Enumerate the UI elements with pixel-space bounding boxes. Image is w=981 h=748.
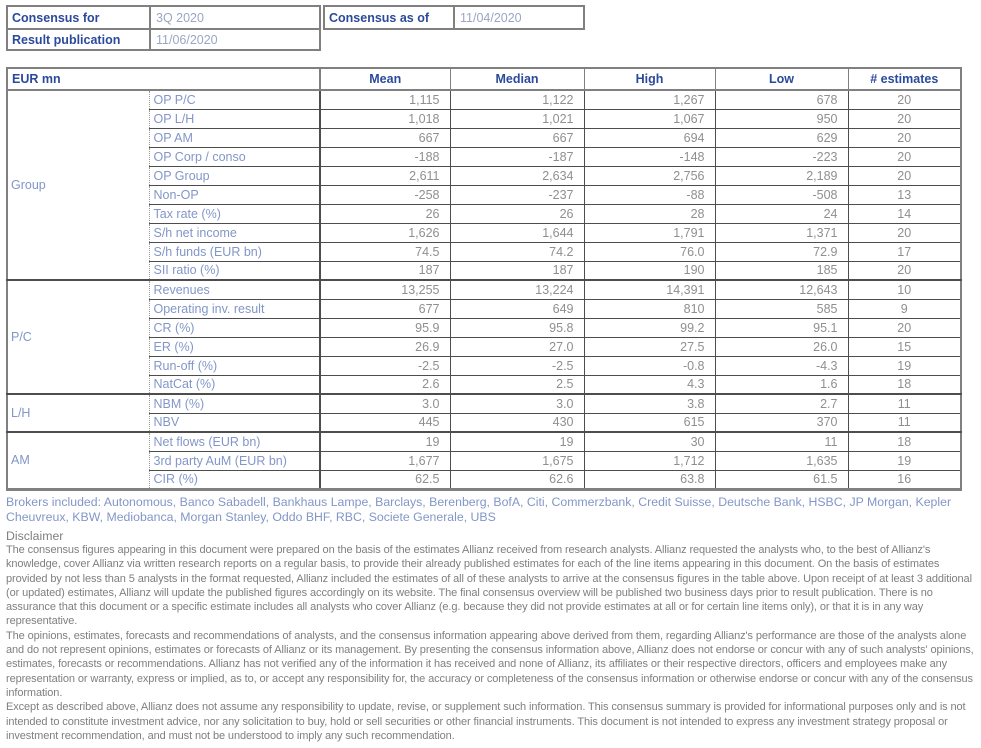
cell-high: 694 [584, 128, 715, 147]
cell-low: 11 [715, 432, 848, 451]
row-label: OP Group [149, 166, 320, 185]
cell-estimates: 20 [848, 223, 961, 242]
row-label: OP L/H [149, 109, 320, 128]
disclaimer-paragraph: The consensus figures appearing in this document were prepared on the basis of the estimates Allianz received from research analysts. Allianz requested the analysts who, to the best of Allianz's knowledge, cover Allianz via written research reports on a regular basis, to provide their already published estimates for each of the line items appearing in this document. On the basis of estimates provided by not less than 5 analysts in the format requested, Allianz included the estimates of all of these analysts to arrive at the consensus figures in the table above. Upon receipt of at least 3 additional (or updated) estimates, Allianz will update the published figures accordingly on its website. The final consensus overview will be published two business days prior to result publication. There is no assurance that this document or a specific estimate includes all analysts who cover Allianz (e.g. because they did not provide estimates at all or for certain line items only), or that it is in any way representative. [6, 543, 972, 628]
table-row [7, 356, 961, 375]
row-label: NBM (%) [149, 394, 320, 413]
consensus-for-row [8, 7, 319, 28]
cell-high: 615 [584, 413, 715, 432]
cell-high: 2,756 [584, 166, 715, 185]
row-label: OP Corp / conso [149, 147, 320, 166]
section-label-p-c: P/C [7, 280, 149, 394]
cell-estimates: 20 [848, 166, 961, 185]
cell-estimates: 20 [848, 147, 961, 166]
cell-median: 19 [450, 432, 584, 451]
column-header-estimates: # estimates [848, 68, 961, 90]
table-row [7, 223, 961, 242]
cell-low: 72.9 [715, 242, 848, 261]
cell-estimates: 19 [848, 356, 961, 375]
row-label: NBV [149, 413, 320, 432]
cell-median: 3.0 [450, 394, 584, 413]
row-label: Run-off (%) [149, 356, 320, 375]
table-row [7, 166, 961, 185]
cell-estimates: 18 [848, 375, 961, 394]
cell-median: 430 [450, 413, 584, 432]
cell-low: 585 [715, 299, 848, 318]
cell-low: 950 [715, 109, 848, 128]
cell-low: 12,643 [715, 280, 848, 299]
cell-median: 1,122 [450, 90, 584, 109]
row-label: ER (%) [149, 337, 320, 356]
cell-mean: 1,018 [320, 109, 450, 128]
table-header-row [7, 68, 961, 90]
cell-mean: 187 [320, 261, 450, 280]
table-row [7, 318, 961, 337]
cell-high: 63.8 [584, 470, 715, 489]
cell-median: 649 [450, 299, 584, 318]
cell-median: 1,021 [450, 109, 584, 128]
table-row [7, 470, 961, 489]
cell-median: -2.5 [450, 356, 584, 375]
row-label: Revenues [149, 280, 320, 299]
cell-mean: -188 [320, 147, 450, 166]
cell-mean: 445 [320, 413, 450, 432]
table-row [7, 337, 961, 356]
unit-header: EUR mn [7, 68, 320, 90]
cell-estimates: 11 [848, 413, 961, 432]
cell-mean: 19 [320, 432, 450, 451]
table-row [7, 375, 961, 394]
cell-low: 370 [715, 413, 848, 432]
section-label-l-h: L/H [7, 394, 149, 432]
cell-mean: 677 [320, 299, 450, 318]
cell-high: 4.3 [584, 375, 715, 394]
row-label: OP P/C [149, 90, 320, 109]
row-label: Non-OP [149, 185, 320, 204]
cell-high: -88 [584, 185, 715, 204]
cell-median: 1,644 [450, 223, 584, 242]
cell-low: 24 [715, 204, 848, 223]
table-row [7, 109, 961, 128]
cell-median: 26 [450, 204, 584, 223]
cell-mean: 62.5 [320, 470, 450, 489]
cell-high: 190 [584, 261, 715, 280]
cell-mean: 667 [320, 128, 450, 147]
cell-high: 810 [584, 299, 715, 318]
cell-mean: 2,611 [320, 166, 450, 185]
cell-mean: 95.9 [320, 318, 450, 337]
table-row [7, 147, 961, 166]
cell-mean: -2.5 [320, 356, 450, 375]
cell-estimates: 9 [848, 299, 961, 318]
section-label-am: AM [7, 432, 149, 489]
row-label: Net flows (EUR bn) [149, 432, 320, 451]
cell-median: 95.8 [450, 318, 584, 337]
table-row [7, 185, 961, 204]
cell-estimates: 14 [848, 204, 961, 223]
cell-high: -0.8 [584, 356, 715, 375]
cell-low: 1,635 [715, 451, 848, 470]
table-row [7, 451, 961, 470]
cell-estimates: 13 [848, 185, 961, 204]
table-row [7, 432, 961, 451]
cell-estimates: 20 [848, 318, 961, 337]
cell-high: 27.5 [584, 337, 715, 356]
table-row [7, 261, 961, 280]
cell-mean: 13,255 [320, 280, 450, 299]
cell-low: 61.5 [715, 470, 848, 489]
consensus-table-body [7, 90, 961, 489]
row-label: CIR (%) [149, 470, 320, 489]
row-label: 3rd party AuM (EUR bn) [149, 451, 320, 470]
cell-mean: 1,677 [320, 451, 450, 470]
disclaimer-heading: Disclaimer [6, 528, 64, 543]
column-header-mean: Mean [320, 68, 450, 90]
section-label-group: Group [11, 178, 46, 192]
result-publication-row [8, 28, 319, 49]
cell-estimates: 17 [848, 242, 961, 261]
cell-mean: 26 [320, 204, 450, 223]
table-row [7, 204, 961, 223]
cell-mean: 1,626 [320, 223, 450, 242]
column-header-high: High [584, 68, 715, 90]
cell-median: 13,224 [450, 280, 584, 299]
consensus-as-of-value: 11/04/2020 [460, 10, 522, 25]
consensus-as-of-box [323, 5, 585, 30]
cell-estimates: 20 [848, 261, 961, 280]
disclaimer-body [6, 543, 975, 743]
cell-median: -237 [450, 185, 584, 204]
consensus-for-label: Consensus for [8, 7, 151, 28]
cell-low: 95.1 [715, 318, 848, 337]
cell-estimates: 15 [848, 337, 961, 356]
cell-mean: -258 [320, 185, 450, 204]
row-label: SII ratio (%) [149, 261, 320, 280]
table-row [7, 128, 961, 147]
row-label: S/h net income [149, 223, 320, 242]
cell-median: 27.0 [450, 337, 584, 356]
table-row [7, 242, 961, 261]
brokers-note: Brokers included: Autonomous, Banco Sabadell, Bankhaus Lampe, Barclays, Berenberg, BofA, Citi, Commerzbank, Credit Suisse, Deutsche Bank, HSBC, JP Morgan, Kepler Cheuvreux, KBW, Mediobanca, Morgan Stanley, Oddo BHF, RBC, Societe Generale, UBS [6, 494, 952, 525]
consensus-for-box [6, 5, 321, 51]
cell-median: 2.5 [450, 375, 584, 394]
column-header-median: Median [450, 68, 584, 90]
cell-low: 26.0 [715, 337, 848, 356]
cell-high: 1,791 [584, 223, 715, 242]
cell-mean: 26.9 [320, 337, 450, 356]
result-publication-value: 11/06/2020 [156, 32, 218, 47]
cell-mean: 2.6 [320, 375, 450, 394]
cell-low: 629 [715, 128, 848, 147]
cell-low: 678 [715, 90, 848, 109]
cell-mean: 3.0 [320, 394, 450, 413]
cell-high: -148 [584, 147, 715, 166]
row-label: OP AM [149, 128, 320, 147]
cell-estimates: 18 [848, 432, 961, 451]
cell-low: -223 [715, 147, 848, 166]
cell-high: 99.2 [584, 318, 715, 337]
cell-low: 1,371 [715, 223, 848, 242]
consensus-as-of-row [325, 7, 583, 28]
cell-median: 187 [450, 261, 584, 280]
header-boxes [6, 5, 975, 51]
row-label: Operating inv. result [149, 299, 320, 318]
column-header-low: Low [715, 68, 848, 90]
cell-high: 76.0 [584, 242, 715, 261]
consensus-as-of-label: Consensus as of [325, 7, 455, 28]
cell-estimates: 16 [848, 470, 961, 489]
table-row [7, 413, 961, 432]
cell-median: 74.2 [450, 242, 584, 261]
cell-median: 62.6 [450, 470, 584, 489]
table-row [7, 90, 961, 109]
row-label: S/h funds (EUR bn) [149, 242, 320, 261]
result-publication-label: Result publication [8, 30, 151, 49]
cell-estimates: 20 [848, 128, 961, 147]
cell-high: 1,267 [584, 90, 715, 109]
cell-high: 1,712 [584, 451, 715, 470]
cell-median: 2,634 [450, 166, 584, 185]
table-row [7, 394, 961, 413]
cell-low: 1.6 [715, 375, 848, 394]
table-row [7, 280, 961, 299]
cell-median: -187 [450, 147, 584, 166]
cell-estimates: 10 [848, 280, 961, 299]
cell-median: 1,675 [450, 451, 584, 470]
cell-low: 2,189 [715, 166, 848, 185]
cell-high: 30 [584, 432, 715, 451]
cell-low: 185 [715, 261, 848, 280]
cell-estimates: 11 [848, 394, 961, 413]
consensus-table [6, 67, 962, 491]
cell-mean: 1,115 [320, 90, 450, 109]
cell-estimates: 20 [848, 109, 961, 128]
cell-low: -508 [715, 185, 848, 204]
cell-high: 14,391 [584, 280, 715, 299]
row-label: NatCat (%) [149, 375, 320, 394]
consensus-for-value: 3Q 2020 [156, 10, 204, 25]
disclaimer-paragraph: Except as described above, Allianz does not assume any responsibility to update, revise, or supplement such information. This consensus summary is provided for informational purposes only and is not intended to constitute investment advice, nor any solicitation to buy, hold or sell securities or other financial instruments. This document is not intended to express any investment strategy proposal or investment recommendation, and must not be understood to imply any such recommendation. [6, 701, 966, 742]
cell-estimates: 20 [848, 90, 961, 109]
cell-estimates: 19 [848, 451, 961, 470]
cell-high: 28 [584, 204, 715, 223]
cell-high: 3.8 [584, 394, 715, 413]
row-label: CR (%) [149, 318, 320, 337]
cell-high: 1,067 [584, 109, 715, 128]
cell-median: 667 [450, 128, 584, 147]
cell-mean: 74.5 [320, 242, 450, 261]
table-row [7, 299, 961, 318]
row-label: Tax rate (%) [149, 204, 320, 223]
disclaimer-paragraph: The opinions, estimates, forecasts and recommendations of analysts, and the consensus information appearing above derived from them, regarding Allianz's performance are those of the analysts alone and do not represent opinions, estimates or forecasts of Allianz or its management. By presenting the consensus information above, Allianz does not endorse or concur with any of such analysts' opinions, estimates, forecasts or recommendations. Allianz has not verified any of the information it has received and none of Allianz, its affiliates or their respective directors, officers and employees make any representation or warranty, express or implied, as to, or accept any responsibility for, the accuracy or completeness of the consensus information or otherwise endorse or concur with any of the consensus information. [6, 629, 974, 699]
cell-low: 2.7 [715, 394, 848, 413]
cell-low: -4.3 [715, 356, 848, 375]
